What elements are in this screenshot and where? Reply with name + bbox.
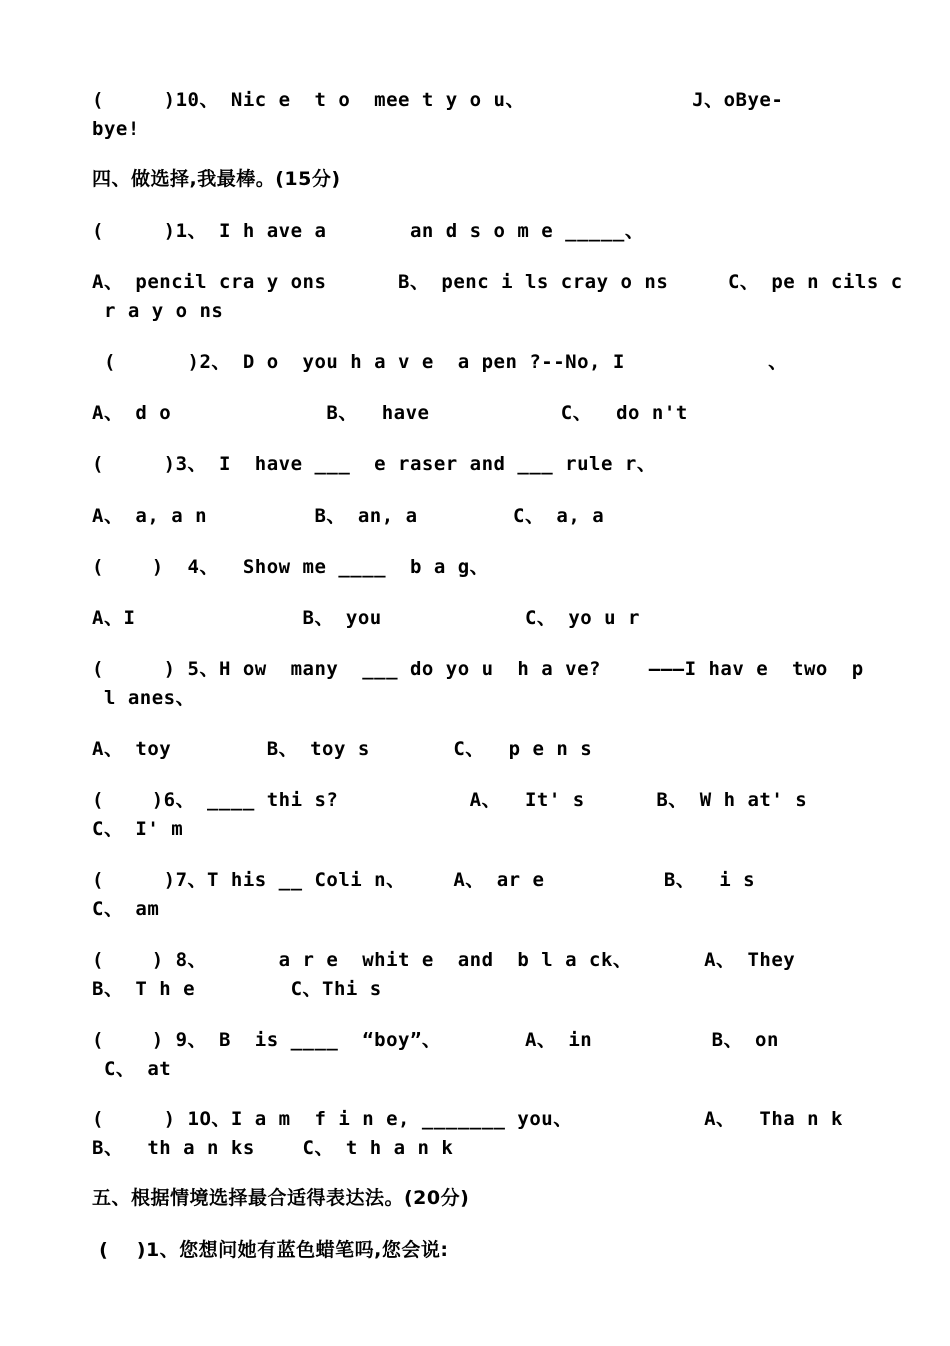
question-5-options: A、 toy B、 toy s C、 p e n s (92, 738, 593, 760)
line-1: A、 pencil cra y ons B、 penc i ls cray o ns C、 pe n cils c (92, 271, 903, 293)
line-2: C、 at (92, 1058, 172, 1080)
question-5 (92, 655, 862, 713)
question-4-options: A、I B、 you C、 yo u r (92, 607, 640, 629)
line-1: ( ) 9、 B is ____ “boy”、 A、 in B、 on (92, 1029, 779, 1051)
question-4: ( ) 4、 Show me ____ b a g、 (92, 556, 490, 578)
line-2: B、 th a n ks C、 t h a n k (92, 1137, 454, 1159)
question-10 (92, 1105, 862, 1163)
section-4-title: 四、做选择,我最棒。(15分) (92, 168, 341, 190)
question-1: ( )1、 I h ave a an d s o m e _____、 (92, 220, 645, 242)
line-2: B、 T h e C、Thi s (92, 978, 382, 1000)
section-5-question-1: ( )1、您想问她有蓝色蜡笔吗,您会说: (92, 1239, 449, 1261)
section-5-title: 五、根据情境选择最合适得表达法。(20分) (92, 1187, 470, 1209)
question-6 (92, 786, 862, 844)
line-2: C、 am (92, 898, 160, 920)
line-1: ( )7、T his __ Coli n、 A、 ar e B、 i s (92, 869, 756, 891)
line-2: bye! (92, 118, 140, 140)
question-1-options (92, 268, 903, 326)
line-1: ( ) 1O、I a m f i n e, _______ you、 A、 Tha n k (92, 1108, 843, 1130)
line-1: ( )6、 ____ thi s? A、 It' s B、 W h at' s (92, 789, 808, 811)
line-1: ( ) 5、H ow many ___ do yo u h a ve? ———I hav e two p (92, 658, 864, 680)
question-2: ( )2、 D o you h a v e a pen ?--No, I 、 (92, 351, 788, 373)
line-2: r a y o ns (92, 300, 224, 322)
question-2-options: A、 d o B、 have C、 do n't (92, 402, 688, 424)
question-3: ( )3、 I have ___ e raser and ___ rule r、 (92, 453, 657, 475)
line-1: ( ) 8、 a r e whit e and b l a ck、 A、 They (92, 949, 796, 971)
line-2: C、 I' m (92, 818, 184, 840)
question-7 (92, 866, 862, 924)
line-2: l anes、 (92, 687, 196, 709)
q10-prev (92, 86, 862, 144)
question-3-options: A、 a, a n B、 an, a C、 a, a (92, 505, 605, 527)
question-9 (92, 1026, 862, 1084)
line-1: ( )10、 Nic e t o mee t y o u、 J、oBye- (92, 89, 784, 111)
question-8 (92, 946, 862, 1004)
